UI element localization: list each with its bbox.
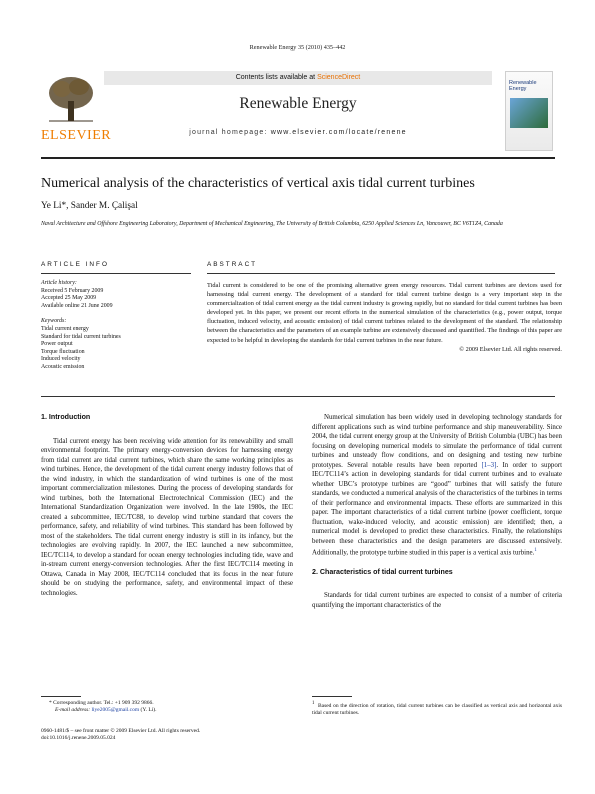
keywords-label: Keywords: [41, 318, 67, 325]
homepage-line [104, 129, 492, 136]
corresponding-author-note [49, 700, 289, 714]
footnote-mark: 1 [312, 701, 315, 706]
cover-image [510, 98, 548, 128]
right-column [312, 413, 562, 610]
keyword-item: Standard for tidal current turbines [41, 333, 121, 340]
body-rule [41, 396, 555, 397]
keyword-item: Torque fluctuation [41, 348, 85, 355]
elsevier-logo[interactable] [41, 71, 112, 149]
keyword-item: Induced velocity [41, 356, 81, 363]
history-received: Received 5 February 2009 [41, 287, 104, 294]
footnote-ref[interactable]: 1 [534, 548, 537, 553]
footnote-text: Based on the direction of rotation, tidal current turbines can be classified as vertical axis and horizontal axis tidal current turbines. [312, 702, 563, 717]
sciencedirect-link[interactable]: ScienceDirect [317, 74, 361, 81]
elsevier-wordmark: ELSEVIER [41, 128, 112, 143]
article-info-heading: ARTICLE INFO [41, 261, 109, 268]
elsevier-tree-icon [45, 73, 97, 125]
left-column [41, 413, 293, 598]
contents-prefix: Contents lists available at [235, 74, 318, 81]
author-affiliation: Naval Architecture and Offshore Engineering Laboratory, Department of Mechanical Engineering, The University of British Columbia, 6250 Applied Sciences Ln, Vancouver, BC V6T1Z4, Canada [41, 221, 503, 227]
homepage-prefix: journal homepage: [189, 129, 271, 136]
article-title: Numerical analysis of the characteristics of vertical axis tidal current turbines [41, 176, 475, 191]
keyword-item: Tidal current energy [41, 325, 89, 332]
paragraph-text: Numerical simulation has been widely used in developing technology standards for different applications such as wind turbine performance and ship maneuverability. Since 2004, the tidal current energy group at the University of British Columbia (UBC) has been focusing on developing numerical models to simulate the performance of tidal current turbines and unsteady flow conditions, and on designing and testing new turbine prototypes. Several notable results have been reported [312, 414, 562, 469]
journal-header [41, 71, 537, 149]
corresponding-author: * Corresponding author. Tel.: +1 909 392 9866. [49, 700, 154, 706]
citation-link[interactable]: [1–3] [481, 461, 497, 469]
abstract-heading: ABSTRACT [207, 261, 258, 268]
journal-banner [104, 71, 492, 149]
section-1-paragraph-2 [312, 413, 562, 558]
email-label: E-mail address: [55, 707, 91, 714]
doi-line[interactable]: doi:10.1016/j.renene.2009.05.024 [41, 735, 116, 742]
keyword-item: Acoustic emission [41, 363, 85, 370]
header-rule [41, 157, 555, 159]
article-authors: Ye Li*, Sander M. Çalişal [41, 201, 138, 211]
journal-cover-thumbnail[interactable] [505, 71, 553, 151]
contents-line [104, 71, 492, 85]
issn-line: 0960-1481/$ – see front matter © 2009 Elsevier Ltd. All rights reserved. [41, 728, 201, 734]
paragraph-text: . In order to support IEC/TC114’s action in developing standards for tidal current turbines and to evaluate whether UBC’s prototype turbines are “good” turbines that will satisfy the future standards, we conducted a numerical analysis of the characteristics of the turbines in terms of their performance and environmental impacts. These efforts are summarized in this paper. The important characteristics of a tidal current turbine (power coefficient, torque fluctuation, wake-induced velocity, and acoustic emission) are identified; then, a numerical model is developed to predict these characteristics. Finally, the relationships between these characteristics and the design parameters are discussed extensively. Additionally, the prototype turbine studied in this paper is a vertical axis turbine. [312, 461, 562, 557]
publication-info [41, 728, 301, 742]
section-2-heading: 2. Characteristics of tidal current turbines [312, 567, 453, 576]
abstract-rule [207, 273, 555, 274]
article-info-panel [41, 280, 191, 372]
abstract-copyright: © 2009 Elsevier Ltd. All rights reserved. [459, 345, 562, 353]
keyword-item: Power output [41, 341, 73, 348]
email-link[interactable]: liye2005@gmail.com [91, 707, 140, 714]
footnote-rule-right [312, 696, 352, 697]
footnote [312, 700, 562, 717]
section-2-paragraph: Standards for tidal current turbines are expected to consist of a number of criteria quantifying the important characteristics of the [312, 592, 562, 609]
homepage-link[interactable]: www.elsevier.com/locate/renene [270, 129, 407, 136]
journal-title: Renewable Energy [239, 95, 357, 112]
abstract-body [207, 281, 562, 354]
history-online: Available online 21 June 2009 [41, 302, 113, 309]
cover-title: Renewable Energy [509, 80, 537, 92]
email-suffix: (Y. Li). [139, 707, 157, 714]
section-1-heading: 1. Introduction [41, 413, 91, 421]
history-label: Article history: [41, 280, 77, 286]
section-1-paragraph: Tidal current energy has been receiving wide attention for its renewability and small environmental footprint. The primary energy-conversion devices for harnessing energy from tidal current are tidal current turbines, which share the same working principles as wind turbines. Hence, the development of the tidal current energy industry follows that of the wind industry, in which the standardization of wind turbines is one of the most important commercialization milestones. During the process of developing standards for wind turbines, both the International Electrotechnical Commission (IEC) and the International Standardization Organization were involved. In the late 1980s, the IEC created a subcommittee, IEC/TC88, to develop wind turbine standard that covers the performance, safety, and reliability of wind turbines. This standard has been followed by most of the stakeholders. The tidal current energy industry is still in its infancy, but the technologies are evolving rapidly. In 2007, the IEC launched a new subcommittee, IEC/TC114, to develop a standard for ocean energy technologies including tide, wave and in-stream current energy-conversion technologies. After the first IEC/TC114 meeting in Ottawa, Canada in May 2008, IEC/TC114 concluded that its focus in the near future should be on studying the performance, safety, and environmental impact of these technologies. [41, 437, 293, 597]
footnote-rule-left [41, 696, 81, 697]
abstract-text: Tidal current is considered to be one of the promising alternative green energy resources. Tidal current turbines are devices used for harnessing tidal current energy. The development of a standard for tidal current turbine design is a very important step in the commercialization of tidal current energy as the tidal current industry is growing rapidly, but no standard for tidal current turbines has been developed yet. In this paper, we present our recent efforts in the numerical simulation of the characteristics (e.g., power output, torque fluctuation, induced velocity, and acoustic emission) of tidal current turbines related to the development of the standard. The relationship between the characteristics and the parameters of an example turbine are extensively discussed and quantified. The findings of this paper are expected to be helpful in developing the standards for tidal current turbines in the near future. [207, 282, 562, 344]
info-rule [41, 273, 191, 274]
history-accepted: Accepted 25 May 2009 [41, 295, 97, 302]
journal-reference: Renewable Energy 35 (2010) 435–442 [249, 44, 346, 51]
